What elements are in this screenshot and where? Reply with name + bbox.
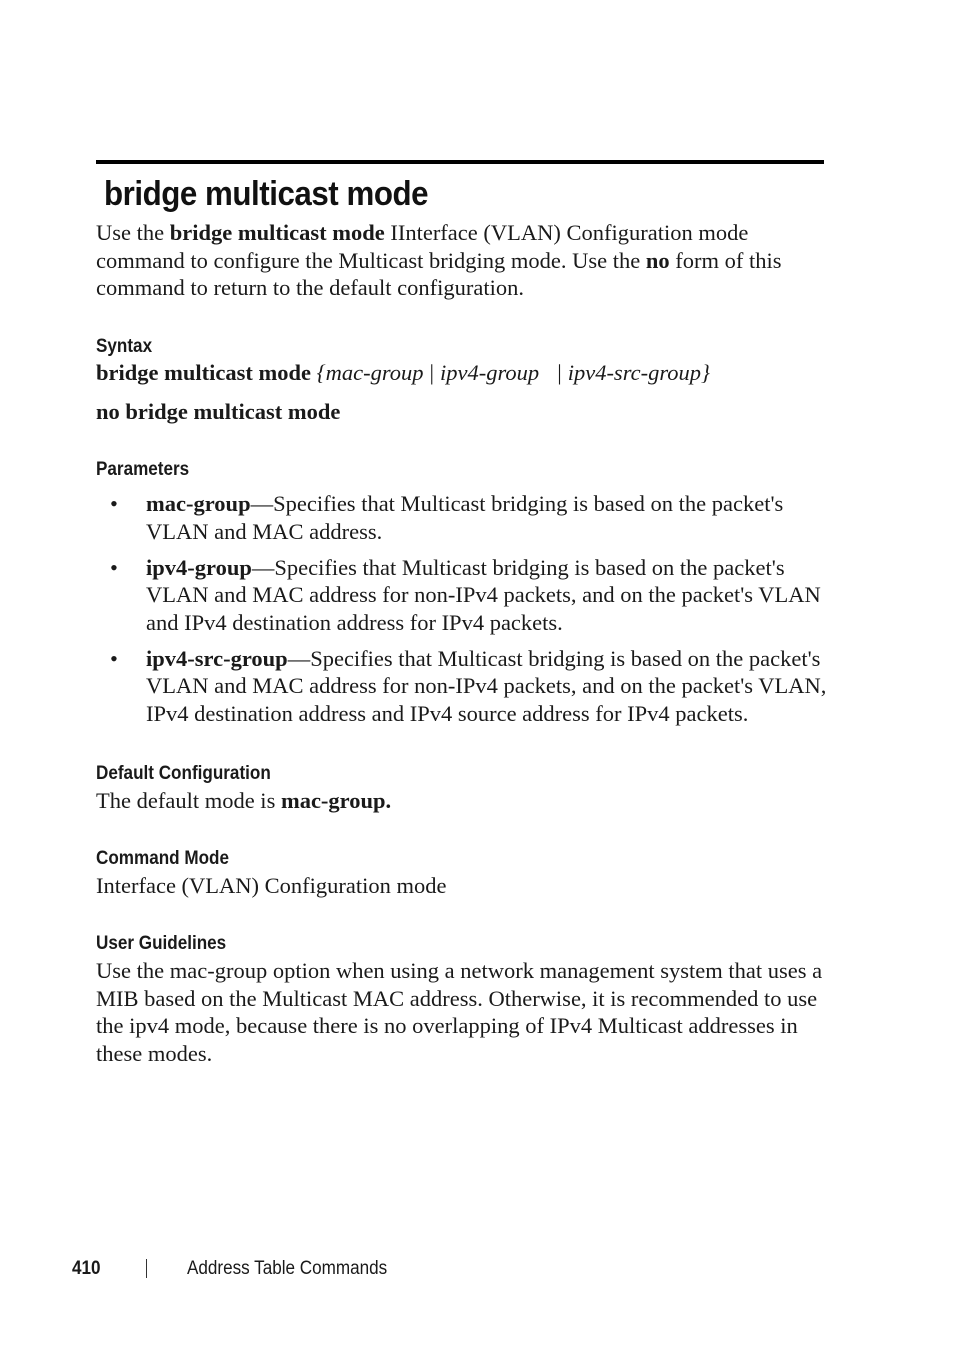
footer-section-title: Address Table Commands [187, 1258, 388, 1279]
intro-text: Use the [96, 220, 170, 245]
user-guidelines-heading: User Guidelines [96, 933, 227, 954]
syntax-option-ipv4-group: ipv4-group [440, 360, 540, 385]
parameter-description: Specifies that Multicast bridging is based on the packet's VLAN and MAC address. [146, 491, 784, 544]
page-title: bridge multicast mode [104, 175, 429, 213]
user-guidelines-text: Use the mac-group option when using a network management system that uses a MIB based on the Multicast MAC address. Otherwise, it is recommended to use the ipv4 mode, because there is no overlapping of IPv4 Multicast addresses in these modes. [96, 958, 823, 1066]
intro-command: bridge multicast mode [169, 220, 385, 245]
default-configuration-text [96, 787, 824, 815]
syntax-heading: Syntax [96, 336, 153, 357]
default-configuration-heading: Default Configuration [96, 763, 271, 784]
parameter-description: Specifies that Multicast bridging is based on the packet's VLAN and MAC address for non-IPv4 packets, and on the packet's VLAN, IPv4 destination address and IPv4 source address for IPv4 packets. [146, 645, 827, 726]
page-number: 410 [72, 1258, 101, 1279]
syntax-option-ipv4-src-group: ipv4-src-group [567, 360, 702, 385]
syntax-line-2: no bridge multicast mode [96, 399, 341, 424]
syntax-brace-open: { [316, 360, 326, 385]
syntax-line-1 [96, 359, 710, 386]
parameter-item [96, 645, 836, 728]
syntax-command: bridge multicast mode [96, 360, 311, 385]
bullet: • [110, 554, 118, 580]
footer-divider [146, 1259, 147, 1278]
default-configuration-label: The default mode is [96, 788, 281, 813]
syntax-separator: | [429, 360, 435, 385]
parameter-term: ipv4-src-group [146, 645, 288, 671]
syntax-separator: | [557, 360, 562, 385]
parameters-heading: Parameters [96, 459, 190, 480]
parameter-item [96, 554, 836, 637]
title-rule [96, 160, 824, 164]
intro-paragraph [96, 219, 824, 302]
command-mode-text: Interface (VLAN) Configuration mode [96, 873, 447, 898]
parameter-dash: — [250, 491, 274, 516]
parameter-dash: — [251, 554, 275, 580]
parameter-term: ipv4-group [146, 554, 252, 580]
intro-text: form of this command to return to the default configuration. [96, 247, 782, 300]
parameter-dash: — [287, 645, 311, 671]
intro-text: IInterface (VLAN) Configuration mode command to configure the Multicast bridging mode. Use the [96, 220, 749, 273]
page-footer [0, 1256, 954, 1282]
parameters-list [96, 490, 836, 736]
syntax-brace-close: } [701, 360, 711, 385]
default-configuration-value: mac-group. [280, 788, 392, 813]
intro-no-keyword: no [645, 247, 670, 273]
parameter-description: Specifies that Multicast bridging is based on the packet's VLAN and MAC address for non-IPv4 packets, and on the packet's VLAN and IPv4 destination address for IPv4 packets. [146, 554, 821, 635]
parameter-item [96, 490, 836, 545]
syntax-option-mac-group: mac-group [325, 360, 424, 385]
bullet: • [110, 491, 118, 516]
parameter-term: mac-group [146, 491, 251, 516]
command-mode-heading: Command Mode [96, 848, 230, 869]
bullet: • [110, 645, 118, 671]
